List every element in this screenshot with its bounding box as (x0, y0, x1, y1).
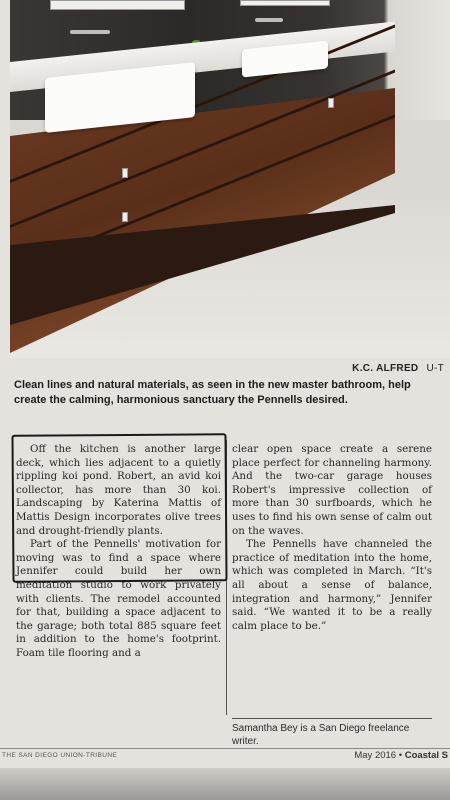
page-bottom-shadow (0, 768, 450, 800)
footer-folio (354, 750, 448, 761)
photo-drawer-pull (122, 212, 128, 222)
footer-rule (0, 748, 450, 749)
hand-drawn-highlight-box (11, 433, 227, 582)
article-paragraph: Part of the Pennells' motivation for moving was to find a space where Jennifer could build her own meditation studio to work privately with clients. The remodel accounted for that, building a space adjacent to the garage; both total 885 square feet in addition to the home's footprint. Foam tile flooring and a (16, 538, 221, 659)
footer-date: May 2016 (354, 750, 397, 761)
footer-bullet: • (398, 750, 403, 761)
photo-credit (352, 363, 444, 374)
footer-publication: THE SAN DIEGO UNION-TRIBUNE (2, 752, 118, 759)
photo-credit-org: U-T (426, 363, 444, 374)
article-column-right (232, 443, 432, 633)
photo-faucet-right (255, 18, 283, 22)
photo-faucet-left (70, 30, 110, 34)
photo-drawer-pull (328, 98, 334, 108)
bathroom-photo (10, 0, 450, 358)
article-paragraph: The Pennells have channeled the practice of meditation into the home, which was completed in March. “It's all about a sense of balance, integration and harmony,” Jennifer said. “We wanted it to be a really calm place to be.” (232, 538, 432, 632)
photo-mirror-right (240, 0, 330, 6)
photo-drawer-pull (122, 168, 128, 178)
article-paragraph: Off the kitchen is another large deck, which lies adjacent to a quietly rippling koi pond. Robert, an avid koi collector, has more than 30 koi. Landscaping by Katerina Mattis of Mattis Design incorporates olive trees and drought-friendly plants. (16, 443, 221, 537)
footer-section: Coastal S (404, 750, 448, 761)
article-paragraph: clear open space create a serene place perfect for channeling harmony. And the two-car garage houses Robert's impressive collection of more than 30 surfboards, which he uses to find his own sense of calm out on the waves. (232, 443, 432, 537)
bio-rule (232, 718, 432, 719)
photo-mirror-left (50, 0, 185, 10)
photo-credit-name: K.C. ALFRED (352, 363, 419, 374)
photo-caption: Clean lines and natural materials, as seen in the new master bathroom, help create the calming, harmonious sanctuary the Pennells desired. (14, 379, 411, 406)
author-bio: Samantha Bey is a San Diego freelance writer. (232, 723, 410, 747)
